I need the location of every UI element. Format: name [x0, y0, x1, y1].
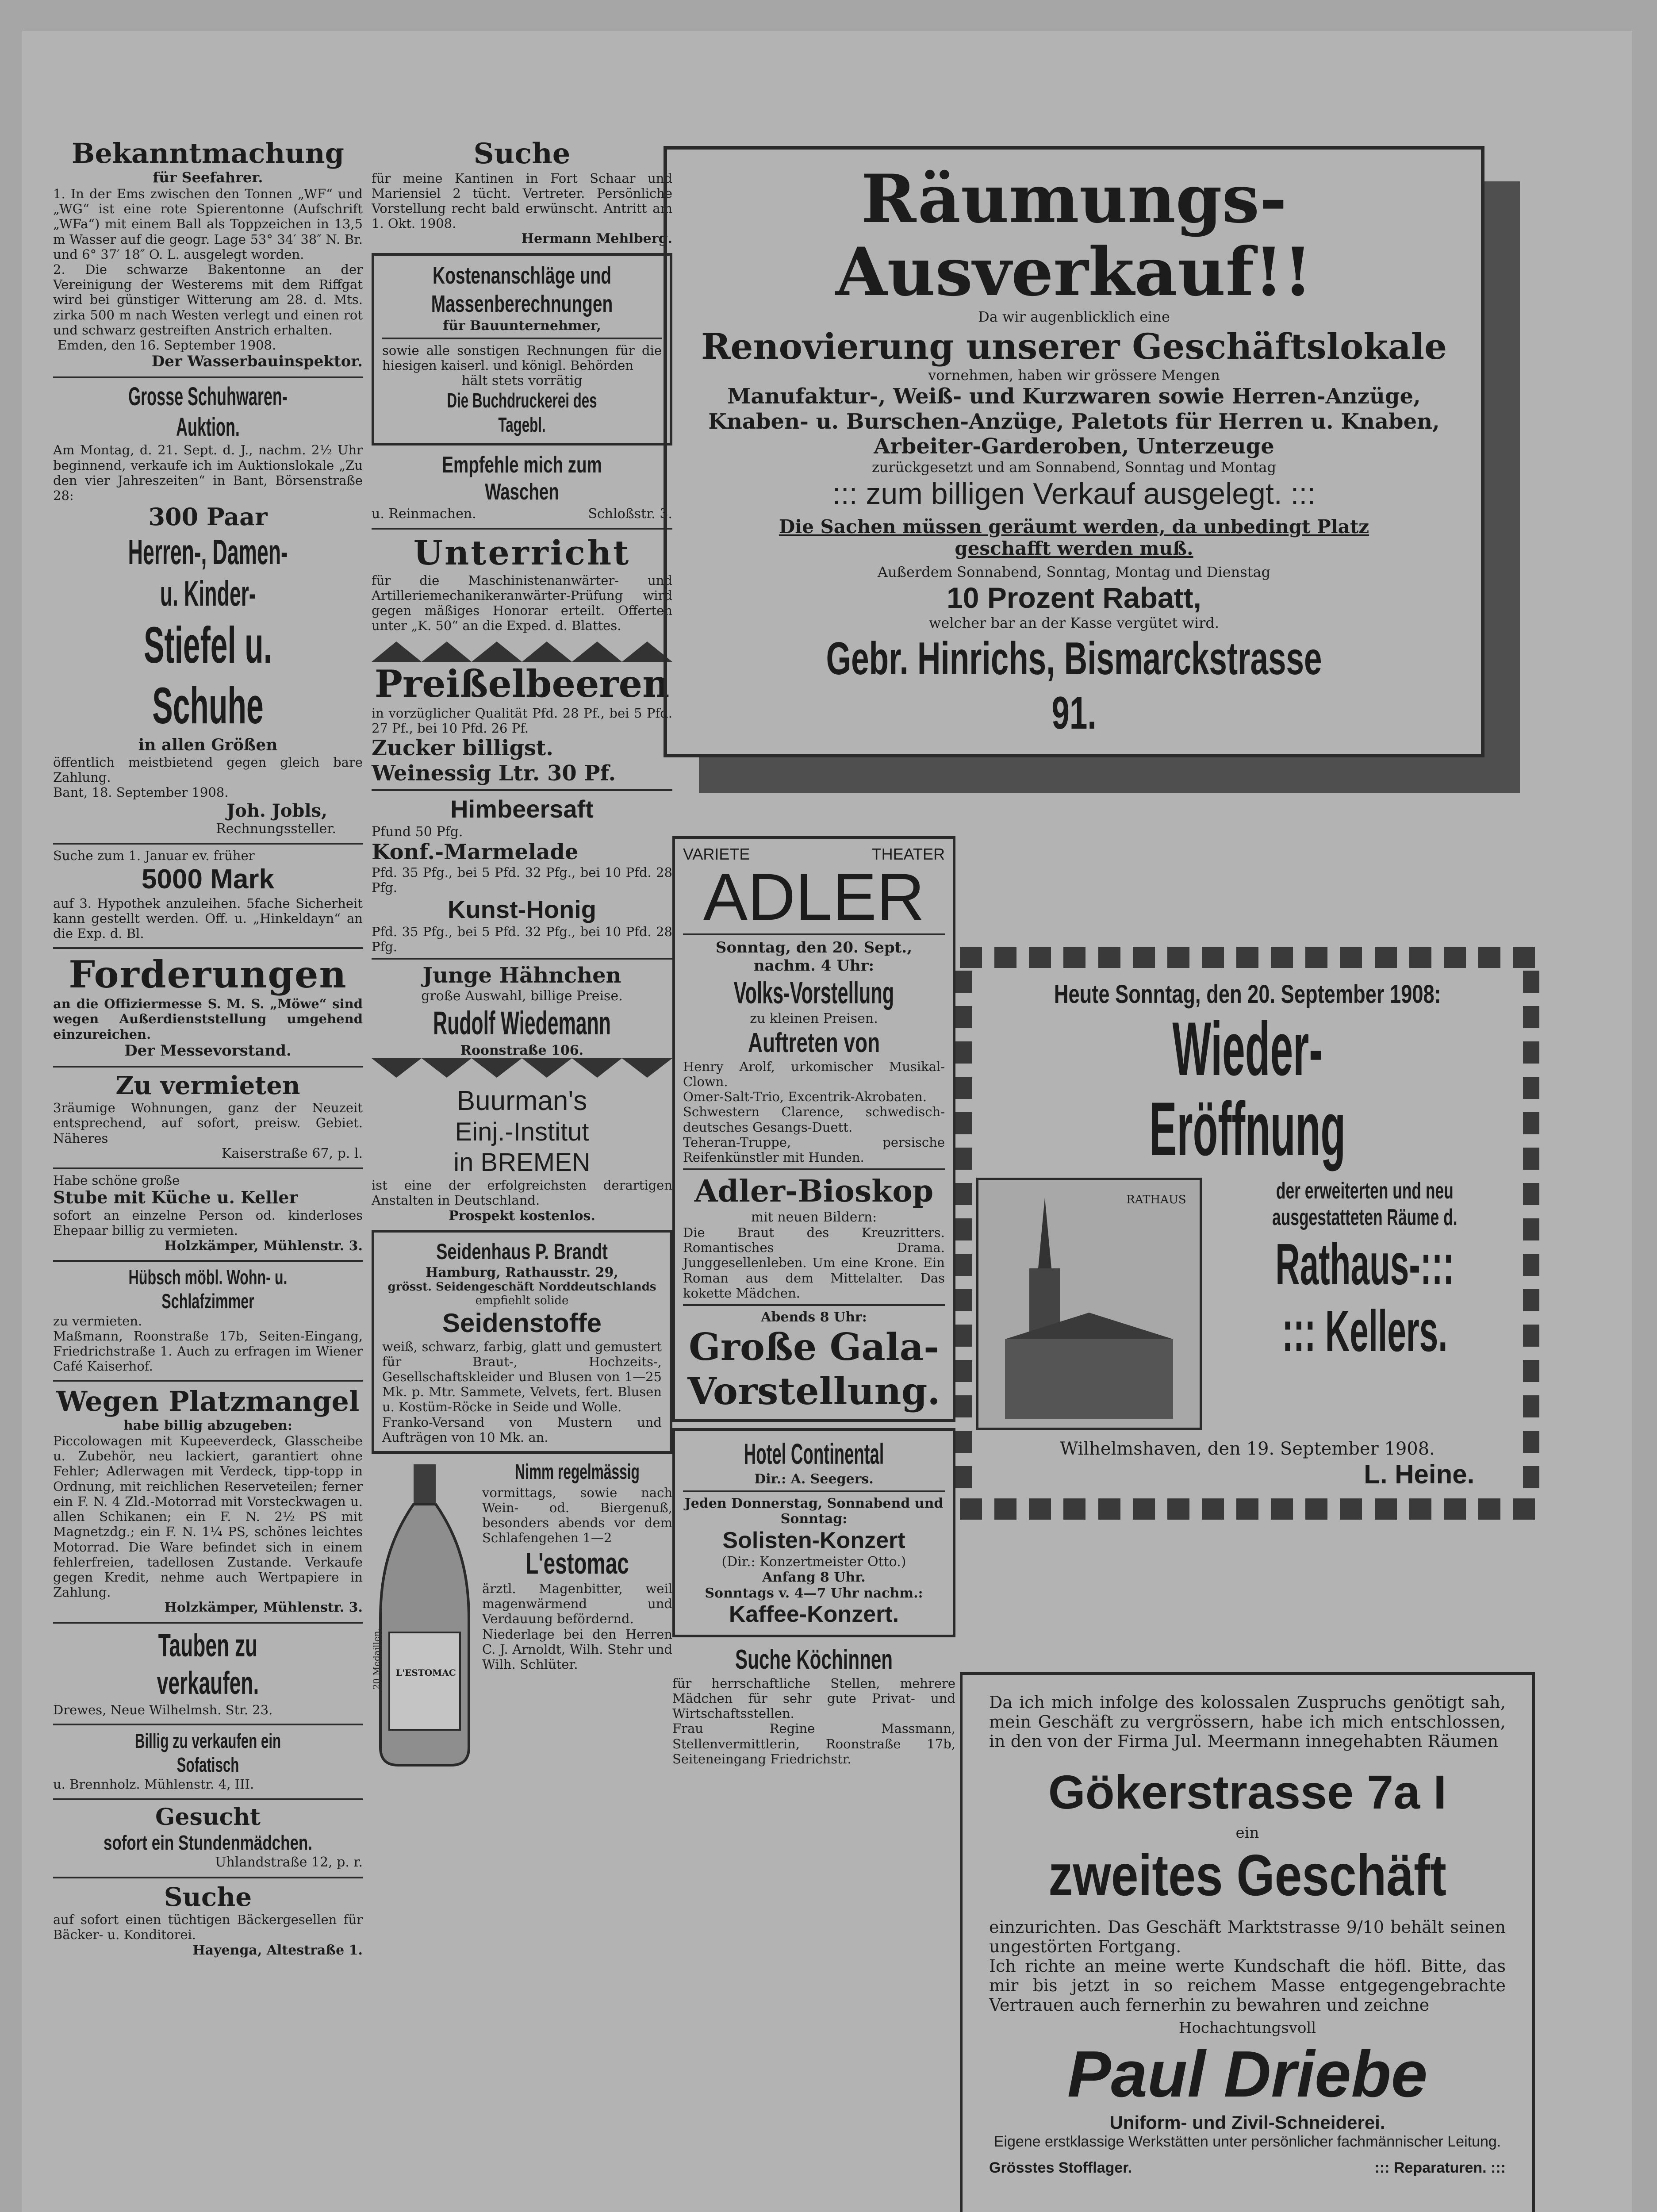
ad-text: Habe schöne große — [53, 1173, 180, 1188]
ad-raeumungsausverkauf — [664, 146, 1484, 757]
ad-subtitle: grösst. Seidengeschäft Norddeutschlands — [387, 1280, 656, 1294]
ad-title: Forderungen — [69, 952, 347, 997]
ad-text: 2. Die schwarze Bakentonne an der Vereinigung der Westerems mit dem Riffgat wird bei günstiger Witterung am 28. d. Mts. zirka 500 m nach Westen verlegt und einen rot und schwarz gestreiften Anstrich erhalten. — [53, 262, 363, 338]
ad-count: 300 Paar — [148, 503, 268, 531]
ad-heading: Kaffee-Konzert. — [729, 1601, 899, 1628]
ad-title — [683, 860, 945, 934]
film-strip-right — [1523, 971, 1539, 1498]
ad-text: Ich richte an meine werte Kundschaft die höfl. Bitte, das mir bis jetzt in so reichem Masse entgegengebrachte Vertrauen auch fernerhin zu bewahren und zeichne — [989, 1956, 1506, 2015]
ad-address: Kaiserstraße 67, p. l. — [221, 1145, 363, 1161]
ad-title: Nimm regelmässig — [515, 1460, 640, 1484]
divider — [53, 1798, 363, 1800]
ad-title: Hotel Continental — [744, 1437, 884, 1470]
ad-signature: Hayenga, Altestraße 1. — [192, 1942, 363, 1958]
performer-item: Henry Arolf, urkomischer Musikal-Clown. — [683, 1059, 945, 1090]
ad-title: Tauben zu verkaufen. — [157, 1628, 259, 1701]
bottle-image — [372, 1460, 478, 1770]
ad-text: vormittags, sowie nach Wein- od. Biergenuß, besonders abends vor dem Schlafengehen 1—2 — [482, 1485, 672, 1546]
ad-title: Wegen Platzmangel — [56, 1385, 360, 1418]
column-4 — [655, 146, 1539, 764]
film-strip-top — [955, 947, 1539, 971]
ad-signature: Hermann Mehlberg. — [521, 231, 672, 247]
ad-subtitle: Uniform- und Zivil-Schneiderei. — [1109, 2112, 1385, 2133]
medal-text: 20 Medaillen. — [371, 1628, 382, 1690]
ad-title: Zu vermieten — [115, 1071, 300, 1101]
ad-subtitle: Dir.: A. Seegers. — [754, 1471, 874, 1487]
ad-heading: Gökerstrasse 7a I — [1048, 1765, 1447, 1819]
ad-title: Bekanntmachung — [72, 137, 344, 169]
ad-text: Suche zum 1. Januar ev. früher — [53, 848, 255, 864]
ad-text: weiß, schwarz, farbig, glatt und gemustert für Braut-, Hochzeits-, Gesellschaftskleider und Blusen von 1—25 Mk. p. Mtr. Sammete, Velvets, fert. Blusen u. Kostüm-Röcke in Seide und Wolle. — [382, 1339, 662, 1415]
ad-signature: Die Buchdruckerei des Tagebl. — [447, 389, 597, 436]
ad-text: ::: Reparaturen. ::: — [1374, 2159, 1506, 2176]
ad-signature: Holzkämper, Mühlenstr. 3. — [164, 1600, 363, 1616]
ad-date: Emden, den 16. September 1908. — [58, 338, 276, 353]
ad-title: Seidenhaus P. Brandt — [436, 1239, 608, 1264]
ad-signature: Rudolf Wiedemann — [433, 1005, 611, 1042]
ad-text: ist eine der erfolgreichsten derartigen Anstalten in Deutschland. — [372, 1178, 672, 1208]
ad-title: Suche — [164, 1882, 252, 1912]
column-1 — [53, 137, 363, 1964]
ad-vertreter — [372, 137, 672, 247]
divider — [382, 338, 662, 339]
ad-heading: ::: zum billigen Verkauf ausgelegt. ::: — [832, 476, 1316, 511]
ad-title: Unterricht — [413, 533, 631, 573]
ad-text: der erweiterten und neu — [1276, 1178, 1454, 1204]
ad-text: welcher bar an der Kasse vergütet wird. — [928, 614, 1220, 632]
divider — [53, 1167, 363, 1169]
ad-amount: 5000 Mark — [142, 864, 274, 895]
ad-signature: L. Heine. — [1364, 1459, 1475, 1490]
performer-item: Omer-Salt-Trio, Excentrik-Akrobaten. — [683, 1089, 927, 1105]
ad-text: für herrschaftliche Stellen, mehrere Mädchen für sehr gute Privat- und Wirtschaftsstellen. — [672, 1675, 955, 1721]
rathaus-building-icon — [978, 1180, 1195, 1423]
divider — [683, 1490, 945, 1492]
ad-text: öffentlich meistbietend gegen gleich bare Zahlung. — [53, 754, 363, 785]
ad-subtitle: für Bauunternehmer, — [443, 318, 601, 334]
ad-heading: Herren-, Damen- u. Kinder- — [128, 532, 288, 614]
ad-rathaus-keller — [955, 947, 1539, 1522]
ad-address: Maßmann, Roonstraße 17b, Seiten-Eingang, Friedrichstraße 1. Auch zu erfragen im Wiener Café Kaiserhof. — [53, 1328, 363, 1374]
ad-text: zurückgesetzt und am Sonnabend, Sonntag und Montag — [872, 458, 1276, 476]
ad-subtitle: sofort ein Stundenmädchen. — [103, 1831, 312, 1855]
ad-title: Suche Köchinnen — [735, 1644, 893, 1675]
ad-suche-hypothek — [53, 848, 363, 941]
divider — [53, 1724, 363, 1725]
ad-paul-driebe — [960, 1672, 1535, 2212]
ad-text: sowie alle sonstigen Rechnungen für die hiesigen kaiserl. und königl. Behörden — [382, 342, 662, 373]
divider — [53, 376, 363, 378]
divider — [53, 1877, 363, 1878]
ad-text: Da wir augenblicklich eine — [978, 308, 1170, 325]
ad-title: Preißelbeeren — [374, 661, 670, 706]
rathaus-image — [976, 1178, 1202, 1430]
divider — [53, 843, 363, 845]
divider — [372, 789, 672, 791]
ad-subtitle: in allen Größen — [138, 736, 278, 755]
ad-text: einzurichten. Das Geschäft Marktstrasse 9/10 behält seinen ungestörten Fortgang. — [989, 1917, 1506, 1956]
ad-variete-adler — [672, 836, 955, 1422]
ad-text: ärztl. Magenbitter, weil magenwärmend und Verdauung befördernd. — [482, 1581, 672, 1627]
ad-text: ausgestatteten Räume d. — [1272, 1205, 1458, 1231]
ad-text: große Auswahl, billige Preise. — [421, 988, 623, 1004]
ad-text: Am Montag, d. 21. Sept. d. J., nachm. 2½ Uhr beginnend, verkaufe ich im Auktionslokale „Zu den vier Jahreszeiten“ in Bant, Börsenstraße 28: — [53, 442, 363, 503]
ad-text: 3räumige Wohnungen, ganz der Neuzeit entsprechend, auf sofort, preisw. Gebiet. Näheres — [53, 1100, 363, 1146]
ad-address: Hamburg, Rathausstr. 29, — [426, 1265, 618, 1281]
ad-text: Niederlage bei den Herren C. J. Arnoldt, Wilh. Stehr und Wilh. Schlüter. — [482, 1626, 672, 1672]
ad-title: Hübsch möbl. Wohn- u. Schlafzimmer — [128, 1266, 288, 1313]
image-label: RATHAUS — [1126, 1193, 1186, 1207]
ad-text-row — [372, 506, 672, 522]
bottle-label: L'ESTOMAC — [396, 1667, 456, 1678]
ad-signature: Holzkämper, Mühlenstr. 3. — [164, 1238, 363, 1254]
ad-text: Pfund 50 Pfg. — [372, 824, 463, 840]
ad-body — [972, 971, 1523, 1498]
divider — [372, 958, 672, 960]
ad-title: Stube mit Küche u. Keller — [53, 1187, 298, 1208]
ad-text: Drewes, Neue Wilhelmsh. Str. 23. — [53, 1702, 273, 1717]
ad-signature: Der Wasserbauinspektor. — [151, 353, 363, 371]
ad-text: Da ich mich infolge des kolossalen Zuspruchs genötigt sah, mein Geschäft zu vergrössern, habe ich mich entschlossen, in den von der Firma Jul. Meermann innegehabten Räumen — [989, 1693, 1506, 1751]
divider — [53, 1066, 363, 1068]
ad-seidenhaus — [372, 1230, 672, 1454]
divider — [53, 1260, 363, 1262]
ad-item-title: Konf.-Marmelade — [372, 839, 579, 864]
ad-signature: Paul Driebe — [1067, 2038, 1428, 2111]
ad-heading: Solisten-Konzert — [722, 1527, 905, 1553]
ad-text: hält stets vorrätig — [461, 373, 583, 389]
ad-title: Grosse Schuhwaren-Auktion. — [128, 382, 288, 442]
ad-wiedemann — [372, 640, 672, 1079]
ad-date: Sonntag, den 20. Sept., nachm. 4 Uhr: — [715, 939, 913, 975]
ad-heading: Volks-Vorstellung — [733, 975, 894, 1010]
ad-content-row — [976, 1178, 1519, 1430]
ad-text: Pfd. 35 Pfg., bei 5 Pfd. 32 Pfg., bei 10 Pfd. 28 Pfg. — [372, 924, 672, 955]
ad-subtitle: zu kleinen Preisen. — [750, 1011, 878, 1027]
ad-heading: zweites Geschäft — [1048, 1843, 1446, 1908]
ad-text: auf sofort einen tüchtigen Bäckergesellen für Bäcker- u. Konditorei. — [53, 1912, 363, 1943]
ad-waschen — [372, 452, 672, 522]
ad-moebliert — [53, 1265, 363, 1374]
ad-text: Manufaktur-, Weiß- und Kurzwaren sowie Herren-Anzüge, Knaben- u. Burschen-Anzüge, Paletots für Herren u. Knaben, Arbeiter-Garderoben, Unterzeuge — [708, 384, 1440, 459]
ad-text: Franko-Versand von Mustern und Aufträgen von 10 Mk. an. — [382, 1414, 662, 1445]
ad-text: Außerdem Sonnabend, Sonntag, Montag und Dienstag — [877, 563, 1271, 580]
ad-heading: Renovierung unserer Geschäftslokale — [701, 325, 1447, 367]
ad-text: für meine Kantinen in Fort Schaar und Mariensiel 2 tücht. Vertreter. Persönliche Vorstellung recht bald erwünscht. Antritt am 1. Okt. 1908. — [372, 170, 672, 231]
ad-item: Zucker billigst. — [372, 736, 553, 761]
ad-heading: L'estomac — [525, 1546, 629, 1580]
ad-subtitle: habe billig abzugeben: — [123, 1417, 293, 1433]
column-2 — [372, 137, 672, 1776]
divider — [53, 1622, 363, 1624]
ad-text: u. Brennholz. Mühlenstr. 4, III. — [53, 1777, 254, 1792]
ad-title: Massenberechnungen — [431, 290, 613, 317]
ad-footer — [989, 2159, 1506, 2177]
ad-text: Grösstes Stofflager. — [989, 2159, 1132, 2176]
ad-heading: Auftreten von — [748, 1027, 880, 1058]
ad-vermieten — [53, 1071, 363, 1161]
ad-title: Buurman's — [456, 1086, 587, 1117]
ad-text: u. Reinmachen. — [372, 506, 476, 522]
divider — [372, 528, 672, 530]
film-strip-left — [955, 971, 972, 1498]
ad-signature: Der Messevorstand. — [124, 1041, 292, 1060]
theater-name: ADLER — [703, 860, 925, 934]
ad-text: sofort an einzelne Person od. kinderloses Ehepaar billig zu vermieten. — [53, 1208, 363, 1238]
divider — [53, 947, 363, 949]
ad-heading: Vorstellung. — [687, 1369, 940, 1413]
ad-address: Schloßstr. 3. — [588, 506, 672, 522]
ad-text: Piccolowagen mit Kupeeverdeck, Glasscheibe u. Zubehör, neu lackiert, garantiert ohne Fehler; Adlerwagen mit Verdeck, tipp-topp in Ordnung, mit reichlichen Reserveteilen; ferner ein F. N. 4 Zld.-Motorrad mit Vorsteckwagen u. allen Schikanen; ein F. N. 2½ PS mit Magnetzdg.; ein F. N. 1¼ PS, schönes leichtes Motorrad. Die Ware befindet sich in einem fehlerfreien, tadellosen Zustande. Verkaufe gegen Kredit, nehme auch Wertpapiere in Zahlung. — [53, 1433, 363, 1600]
ad-item-title: Himbeersaft — [450, 795, 594, 823]
ad-platzmangel — [53, 1385, 363, 1615]
zigzag-border-icon — [372, 640, 672, 662]
ad-heading: Stiefel u. Schuhe — [143, 616, 272, 734]
ad-body — [482, 1460, 672, 1770]
ad-text: für die Maschinistenanwärter- und Artilleriemechanikeranwärter-Prüfung wird gegen mäßiges Honorar erteilt. Offerten unter „K. 50“ an die Exped. d. Blattes. — [372, 572, 672, 634]
divider — [53, 1380, 363, 1382]
ad-signature: Joh. Jobls, — [226, 800, 327, 821]
ad-tauben — [53, 1627, 363, 1717]
ad-hotel-continental — [672, 1428, 955, 1637]
ad-stube — [53, 1173, 363, 1254]
ad-details — [1211, 1178, 1519, 1430]
zigzag-border-icon — [372, 1058, 672, 1079]
ad-text: Hochachtungsvoll — [1178, 2019, 1316, 2037]
performer-item: Schwestern Clarence, schwedisch-deutsches Gesangs-Duett. — [683, 1104, 945, 1135]
ad-item-title: Junge Hähnchen — [422, 963, 621, 988]
divider — [683, 1168, 945, 1170]
newspaper-page — [22, 31, 1632, 2212]
ad-heading: Adler-Bioskop — [694, 1174, 934, 1210]
ad-auktion — [53, 382, 363, 837]
ad-title: Wieder-Eröffnung — [1149, 1006, 1346, 1171]
ad-gesucht — [53, 1804, 363, 1870]
ad-date: Heute Sonntag, den 20. September 1908: — [1054, 980, 1441, 1009]
film-strip-bottom — [955, 1498, 1539, 1522]
ad-baecker — [53, 1882, 363, 1958]
ad-heading: Große Gala- — [689, 1325, 939, 1369]
ad-estomac — [372, 1460, 672, 1770]
ad-text: Sonntags v. 4—7 Uhr nachm.: — [705, 1585, 923, 1601]
ad-title: Einj.-Institut — [455, 1118, 589, 1147]
ad-heading: ::: Kellers. — [1281, 1298, 1448, 1364]
ad-subtitle: für Seefahrer. — [153, 169, 263, 186]
ad-buurman — [372, 1085, 672, 1224]
ad-item: Weinessig Ltr. 30 Pf. — [372, 760, 616, 786]
ad-text: Pfd. 35 Pfg., bei 5 Pfd. 32 Pfg., bei 10 Pfd. 28 Pfg. — [372, 864, 672, 895]
ad-sofatisch — [53, 1729, 363, 1792]
ad-subtitle: mit neuen Bildern: — [751, 1209, 877, 1225]
ad-title: Kostenanschläge und — [433, 262, 611, 289]
ad-date: Bant, 18. September 1908. — [53, 785, 229, 800]
ad-signature: Frau Regine Massmann, Stellenvermittlerin, Roonstraße 17b, Seiteneingang Friedrichstr. — [672, 1721, 955, 1767]
ad-text: ein — [1235, 1824, 1259, 1842]
ad-text: in vorzüglicher Qualität Pfd. 28 Pf., bei 5 Pfd. 27 Pf., bei 10 Pfd. 26 Pf. — [372, 705, 672, 736]
ad-text: an die Offiziermesse S. M. S. „Möwe“ sind wegen Außerdienststellung umgehend einzureichen. — [53, 996, 363, 1042]
ad-forderungen — [53, 952, 363, 1060]
ad-text: Eigene erstklassige Werkstätten unter persönlicher fachmännischer Leitung. — [993, 2133, 1501, 2150]
ad-text: 1. In der Ems zwischen den Tonnen „WF“ und „WG“ ist eine rote Spierentonne (Aufschrift „WFa“) mit einem Ball als Toppzeichen in 13,5 m Wasser auf die geogr. Lage 53° 34′ 38″ N. Br. und 6° 37′ 18″ O. L. ausgelegt worden. — [53, 186, 363, 262]
ad-bekanntmachung — [53, 137, 363, 370]
ad-signature-role: Rechnungssteller. — [216, 821, 336, 837]
ad-text: vornehmen, haben wir grössere Mengen — [928, 367, 1220, 384]
ad-text: auf 3. Hypothek anzuleihen. 5fache Sicherheit kann gestellt werden. Off. u. „Hinkeldayn“ an die Exp. d. Bl. — [53, 895, 363, 941]
ad-item-title: Kunst-Honig — [448, 895, 596, 923]
ad-text: empfiehlt solide — [475, 1294, 569, 1308]
ad-address: Roonstraße 106. — [460, 1042, 584, 1058]
ad-location: Wilhelmshaven, den 19. September 1908. — [1060, 1439, 1435, 1459]
ad-kostenanschlaege — [372, 253, 672, 445]
ad-subtitle: Prospekt kostenlos. — [449, 1208, 595, 1224]
ad-title: Billig zu verkaufen ein Sofatisch — [134, 1729, 281, 1777]
ad-label: VARIETE — [683, 845, 750, 863]
ad-time: Anfang 8 Uhr. — [762, 1570, 866, 1586]
ad-title: Suche — [473, 137, 571, 170]
ad-title: Empfehle mich zum Waschen — [442, 452, 602, 505]
ad-text: (Dir.: Konzertmeister Otto.) — [721, 1554, 906, 1570]
divider — [683, 1304, 945, 1306]
ad-label: THEATER — [871, 845, 945, 863]
ad-time: Abends 8 Uhr: — [761, 1310, 867, 1325]
ad-unterricht — [372, 533, 672, 634]
ad-title: Gesucht — [155, 1803, 261, 1831]
ad-heading: Seidenstoffe — [442, 1308, 602, 1338]
performer-item: Teheran-Truppe, persische Reifenkünstler mit Hunden. — [683, 1134, 945, 1165]
ad-heading: 10 Prozent Rabatt, — [947, 581, 1201, 614]
ad-heading: Rathaus-::: — [1275, 1232, 1454, 1297]
ad-text: zu vermieten. — [53, 1313, 142, 1329]
ad-text: Jeden Donnerstag, Sonnabend und Sonntag: — [684, 1495, 944, 1527]
ad-signature: Gebr. Hinrichs, Bismarckstrasse 91. — [826, 633, 1322, 739]
bottle-icon — [372, 1460, 478, 1770]
ad-title: Räumungs-Ausverkauf!! — [836, 160, 1312, 311]
ad-text: Die Braut des Kreuzritters. Romantisches Drama. Junggesellenleben. Um eine Krone. Ein Roman aus dem Mittelalter. Das kokette Mädchen. — [683, 1225, 945, 1301]
ad-koechinnen — [672, 1644, 955, 1767]
ad-address: Uhlandstraße 12, p. r. — [215, 1855, 363, 1870]
ad-title: in BREMEN — [453, 1148, 591, 1177]
ad-text: Die Sachen müssen geräumt werden, da unbedingt Platz geschafft werden muß. — [779, 515, 1369, 560]
column-3 — [672, 836, 955, 1773]
ad-frame — [955, 971, 1539, 1498]
